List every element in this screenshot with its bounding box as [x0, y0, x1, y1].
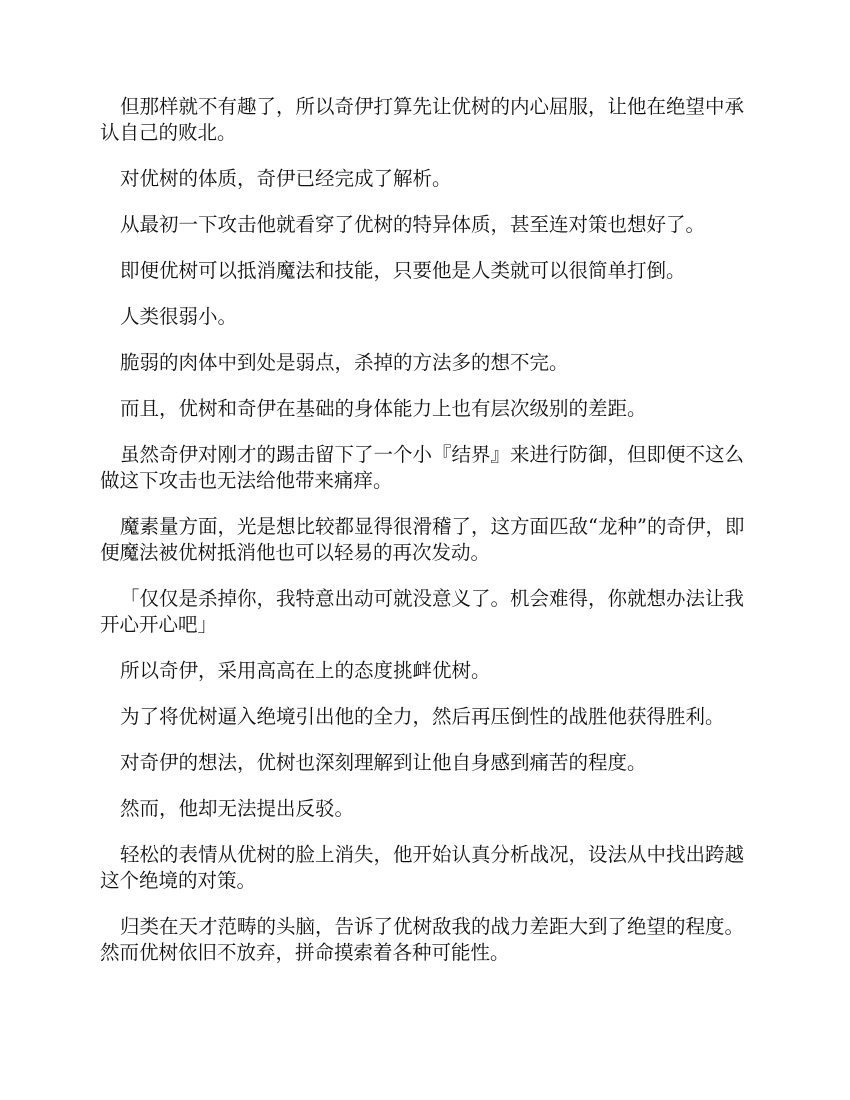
paragraph-4: 即便优树可以抵消魔法和技能，只要他是人类就可以很简单打倒。 [120, 259, 686, 282]
paragraph-1: 但那样就不有趣了，所以奇伊打算先让优树的内心屈服，让他在绝望中承认自己的败北。 [100, 95, 745, 144]
paragraph-10: 「仅仅是杀掉你，我特意出动可就没意义了。机会难得，你就想办法让我开心开心吧」 [100, 587, 745, 636]
document-body [100, 94, 750, 986]
paragraph-3: 从最初一下攻击他就看穿了优树的特异体质，甚至连对策也想好了。 [120, 213, 706, 236]
paragraph-5: 人类很弱小。 [120, 305, 238, 328]
paragraph-11: 所以奇伊，采用高高在上的态度挑衅优树。 [120, 659, 491, 682]
paragraph-13: 对奇伊的想法，优树也深刻理解到让他自身感到痛苦的程度。 [120, 751, 647, 774]
paragraph-12: 为了将优树逼入绝境引出他的全力，然后再压倒性的战胜他获得胜利。 [120, 705, 725, 728]
paragraph-6: 脆弱的肉体中到处是弱点，杀掉的方法多的想不完。 [120, 351, 569, 374]
paragraph-7: 而且，优树和奇伊在基础的身体能力上也有层次级别的差距。 [120, 397, 647, 420]
paragraph-2: 对优树的体质，奇伊已经完成了解析。 [120, 167, 452, 190]
paragraph-15: 轻松的表情从优树的脸上消失，他开始认真分析战况，设法从中找出跨越这个绝境的对策。 [100, 843, 745, 892]
paragraph-9: 魔素量方面，光是想比较都显得很滑稽了，这方面匹敌“龙种”的奇伊，即便魔法被优树抵消他也可以轻易的再次发动。 [100, 515, 745, 564]
paragraph-16: 归类在天才范畴的头脑，告诉了优树敌我的战力差距大到了绝望的程度。然而优树依旧不放弃，拼命摸索着各种可能性。 [100, 915, 745, 964]
paragraph-8: 虽然奇伊对刚才的踢击留下了一个小『结界』来进行防御，但即便不这么做这下攻击也无法给他带来痛痒。 [100, 443, 745, 492]
paragraph-14: 然而，他却无法提出反驳。 [120, 797, 355, 820]
